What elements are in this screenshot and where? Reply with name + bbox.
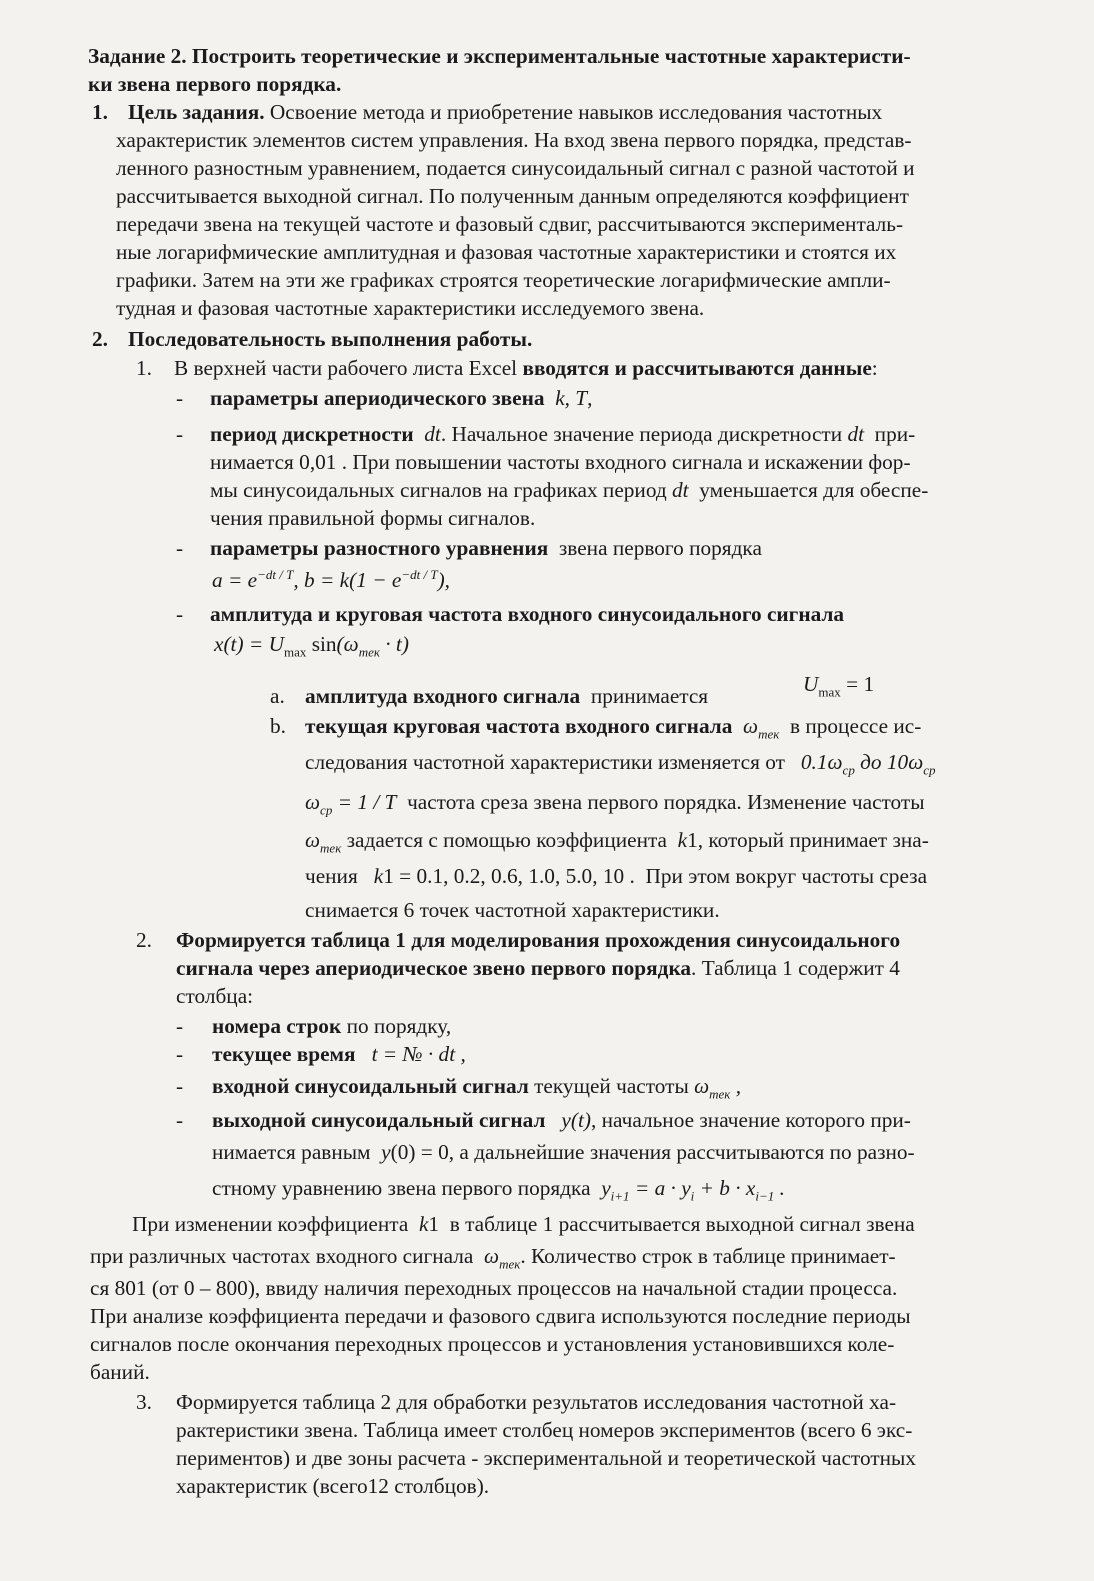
item1-dash2-line1: период дискретности dt. Начальное значение периода дискретности dt при-	[210, 422, 916, 446]
item2-dash4-line3: стному уравнению звена первого порядка $y_{i+1} = a \cdot y_i + b \cdot x_{i-1}$ .	[212, 1176, 785, 1204]
section1-line2: характеристик элементов систем управления. На вход звена первого порядка, представ-	[116, 128, 912, 152]
sub-a-mark: a.	[270, 684, 285, 708]
sub-b-line3: $\omega_{ср} = 1 / T$ частота среза звена первого порядка. Изменение частоты	[305, 790, 925, 818]
task-title-line1: Задание 2. Построить теоретические и экспериментальные частотные характеристи-	[88, 44, 911, 68]
section1-line7: графики. Затем на эти же графиках строятся теоретические логарифмические ампли-	[116, 268, 891, 292]
section1-line3: ленного разностным уравнением, подается синусоидальный сигнал с разной частотой и	[116, 156, 915, 180]
difference-equation-params-formula: $a = e^{-dt / T}$, $b = k(1 - e^{-dt / T})$,	[212, 566, 450, 592]
item2-dash1: номера строк по порядку,	[212, 1014, 452, 1038]
bullet-dash: -	[176, 1042, 184, 1066]
sub-b-line6: снимается 6 точек частотной характеристики.	[305, 898, 720, 922]
bullet-dash: -	[176, 1108, 184, 1132]
item1-dash2-line4: чения правильной формы сигналов.	[210, 506, 536, 530]
item2-line2: сигнала через апериодическое звено первого порядка. Таблица 1 содержит 4	[176, 956, 900, 980]
item3-line3: периментов) и две зоны расчета - экспериментальной и теоретической частотных	[176, 1446, 916, 1470]
paragraph-line2: при различных частотах входного сигнала $\omega_{тек}$. Количество строк в таблице принимает-	[90, 1244, 896, 1272]
item2-dash4-line2: нимается равным y(0) = 0, а дальнейшие значения рассчитываются по разно-	[212, 1140, 915, 1164]
item2-line1: Формируется таблица 1 для моделирования прохождения синусоидального	[176, 928, 901, 952]
item2-number: 2.	[136, 928, 152, 952]
item2-dash4-line1: выходной синусоидальный сигнал y(t), начальное значение которого при-	[212, 1108, 911, 1132]
sub-b-mark: b.	[270, 714, 286, 738]
item2-line3: столбца:	[176, 984, 254, 1008]
item3-line4: характеристик (всего12 столбцов).	[176, 1474, 490, 1498]
item3-line1: Формируется таблица 2 для обработки результатов исследования частотной ха-	[176, 1390, 897, 1414]
section1-line1	[128, 98, 882, 126]
item2-dash2: текущее время t = № · dt ,	[212, 1042, 466, 1066]
section2-number: 2.	[92, 327, 108, 351]
section1-line4: рассчитывается выходной сигнал. По полученным данным определяются коэффициент	[116, 184, 909, 208]
item1-dash1: параметры апериодического звена k, T,	[210, 386, 593, 410]
item3-number: 3.	[136, 1390, 152, 1414]
bullet-dash: -	[176, 386, 184, 410]
task-title-line2: ки звена первого порядка.	[88, 72, 342, 96]
bullet-dash: -	[176, 536, 184, 560]
section1-line8: тудная и фазовая частотные характеристики исследуемого звена.	[116, 296, 705, 320]
paragraph-line5: сигналов после окончания переходных процессов и установления установившихся коле-	[90, 1332, 895, 1356]
sub-b-line2: следования частотной характеристики изменяется от $0.1\omega_{ср}$ до $10\omega_{ср}$	[305, 750, 936, 778]
input-signal-formula: $x(t) = U_{max}$ $\sin(\omega_{тек} \cdot t)$	[214, 632, 409, 660]
section1-line6: ные логарифмические амплитудная и фазовая частотные характеристики и стоятся их	[116, 240, 897, 264]
sub-b-line4: $\omega_{тек}$ задается с помощью коэффициента k1, который принимает зна-	[305, 828, 929, 856]
umax-formula: $U_{max} = 1$	[803, 672, 875, 700]
item1-dash2-line2: нимается 0,01 . При повышении частоты входного сигнала и искажении фор-	[210, 450, 911, 474]
item1-dash4: амплитуда и круговая частота входного синусоидального сигнала	[210, 602, 845, 626]
section1-line5: передачи звена на текущей частоте и фазовый сдвиг, рассчитываются эксперименталь-	[116, 212, 904, 236]
item1-line1: В верхней части рабочего листа Excel вводятся и рассчитываются данные:	[174, 356, 878, 380]
bullet-dash: -	[176, 1074, 184, 1098]
item1-dash3: параметры разностного уравнения звена первого порядка	[210, 536, 762, 560]
item2-dash3: входной синусоидальный сигнал текущей частоты $\omega_{тек}$ ,	[212, 1074, 742, 1102]
section2-heading: Последовательность выполнения работы.	[128, 327, 533, 351]
paragraph-line1: При изменении коэффициента k1 в таблице 1 рассчитывается выходной сигнал звена	[132, 1212, 915, 1236]
bullet-dash: -	[176, 602, 184, 626]
item1-number: 1.	[136, 356, 152, 380]
paragraph-line3: ся 801 (от 0 – 800), ввиду наличия переходных процессов на начальной стадии процесса.	[90, 1276, 898, 1300]
paragraph-line4: При анализе коэффициента передачи и фазового сдвига используются последние периоды	[90, 1304, 911, 1328]
paragraph-line6: баний.	[90, 1360, 150, 1384]
bullet-dash: -	[176, 422, 184, 446]
item3-line2: рактеристики звена. Таблица имеет столбец номеров экспериментов (всего 6 экс-	[176, 1418, 913, 1442]
item1-dash2-line3: мы синусоидальных сигналов на графиках период dt уменьшается для обеспе-	[210, 478, 929, 502]
section1-text: Освоение метода и приобретение навыков исследования частотных	[269, 100, 883, 124]
sub-a-text: амплитуда входного сигнала принимается	[305, 684, 709, 708]
sub-b-line5: чения k1 = 0.1, 0.2, 0.6, 1.0, 5.0, 10 . При этом вокруг частоты среза	[305, 864, 928, 888]
section1-heading: Цель задания.	[128, 100, 265, 124]
sub-b-line1: текущая круговая частота входного сигнала $\omega_{тек}$ в процессе ис-	[305, 714, 922, 742]
section1-number: 1.	[92, 100, 108, 124]
bullet-dash: -	[176, 1014, 184, 1038]
